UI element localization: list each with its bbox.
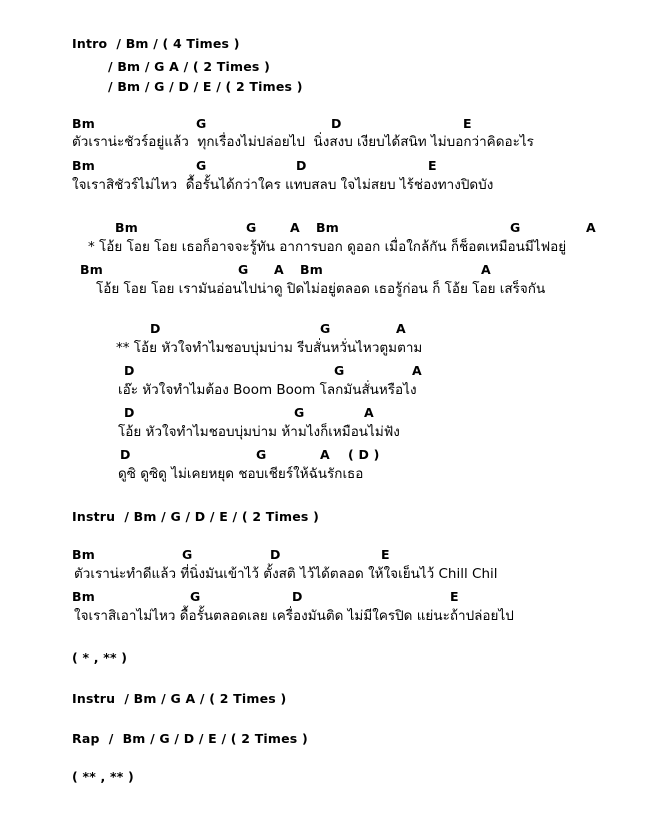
chord-token: E	[450, 589, 459, 604]
chord-token: D	[150, 321, 161, 336]
lyric-line: ดูซิ ดูซิดู ไม่เคยหยุด ชอบเชียร์ให้ฉันรักเธอ	[118, 466, 364, 482]
chord-token: Bm	[80, 262, 103, 277]
chord-token: E	[428, 158, 437, 173]
lyric-line: ** โอ้ย หัวใจทำไมชอบบุ่มบ่าม รีบสั่นหวั่นไหวตูมตาม	[116, 340, 423, 356]
lyric-line: เอ๊ะ หัวใจทำไมต้อง Boom Boom โลกมันสั่นหรือไง	[118, 382, 417, 398]
chord-token: Bm	[72, 158, 95, 173]
chord-token: G	[196, 116, 207, 131]
chord-token: Bm	[115, 220, 138, 235]
section-line: / Bm / G A / ( 2 Times )	[108, 59, 271, 74]
lyric-line: ใจเราสิเอาไม่ไหว ดื้อรั้นตลอดเลย เครื่องมันติด ไม่มีใครปิด แย่นะถ้าปล่อยไป	[74, 608, 514, 624]
chord-token: A	[274, 262, 284, 277]
section-line: Intro / Bm / ( 4 Times )	[72, 36, 240, 51]
chord-token: D	[331, 116, 342, 131]
chord-token: E	[463, 116, 472, 131]
chord-token: G	[196, 158, 207, 173]
chord-token: G	[238, 262, 249, 277]
chord-token: G	[190, 589, 201, 604]
chord-token: D	[270, 547, 281, 562]
chord-token: A	[481, 262, 491, 277]
section-line: ( ** , ** )	[72, 769, 134, 784]
chord-token: Bm	[300, 262, 323, 277]
chord-token: Bm	[72, 547, 95, 562]
lyric-line: โอ้ย โอย โอย เรามันอ่อนไปน่าดู ปิดไม่อยู่ตลอด เธอรู้ก่อน ก็ โอ้ย โอย เสร็จกัน	[96, 281, 546, 297]
chord-token: A	[412, 363, 422, 378]
chord-token: E	[381, 547, 390, 562]
chord-token: A	[290, 220, 300, 235]
lyric-line: ใจเราสิชัวร์ไม่ไหว ดื้อรั้นได้กว่าใคร แทบสลบ ใจไม่สยบ ไร้ช่องทางปิดบัง	[72, 177, 494, 193]
section-line: / Bm / G / D / E / ( 2 Times )	[108, 79, 303, 94]
section-line: Instru / Bm / G A / ( 2 Times )	[72, 691, 287, 706]
chord-token: D	[124, 405, 135, 420]
chord-token: G	[246, 220, 257, 235]
chord-token: A	[586, 220, 596, 235]
chord-token: A	[364, 405, 374, 420]
lyric-line: โอ้ย หัวใจทำไมชอบบุ่มบ่าม ห้ามไงก็เหมือนไม่ฟัง	[118, 424, 400, 440]
section-line: Rap / Bm / G / D / E / ( 2 Times )	[72, 731, 308, 746]
chord-token: D	[292, 589, 303, 604]
lyric-line: ตัวเราน่ะชัวร์อยู่แล้ว ทุกเรื่องไม่ปล่อยไป นิ่งสงบ เงียบได้สนิท ไม่บอกว่าคิดอะไร	[72, 134, 534, 150]
chord-token: A	[396, 321, 406, 336]
chord-token: G	[182, 547, 193, 562]
chord-token: A	[320, 447, 330, 462]
chord-token: D	[296, 158, 307, 173]
chord-token: G	[320, 321, 331, 336]
chord-token: ( D )	[348, 447, 380, 462]
chord-token: G	[256, 447, 267, 462]
section-line: Instru / Bm / G / D / E / ( 2 Times )	[72, 509, 319, 524]
chord-token: D	[120, 447, 131, 462]
chord-token: Bm	[72, 116, 95, 131]
chord-token: G	[334, 363, 345, 378]
section-line: ( * , ** )	[72, 650, 128, 665]
chord-token: G	[294, 405, 305, 420]
chord-token: G	[510, 220, 521, 235]
lyric-line: * โอ้ย โอย โอย เธอก็อาจจะรู้ทัน อาการบอก ดูออก เมื่อใกล้กัน ก็ช็อตเหมือนมีไฟอยู่	[88, 239, 567, 255]
chord-token: D	[124, 363, 135, 378]
chord-token: Bm	[72, 589, 95, 604]
lyric-line: ตัวเราน่ะทำดีแล้ว ที่นิ่งมันเข้าไว้ ตั้งสติ ไว้ได้ตลอด ให้ใจเย็นไว้ Chill Chil	[74, 566, 498, 582]
chord-token: Bm	[316, 220, 339, 235]
